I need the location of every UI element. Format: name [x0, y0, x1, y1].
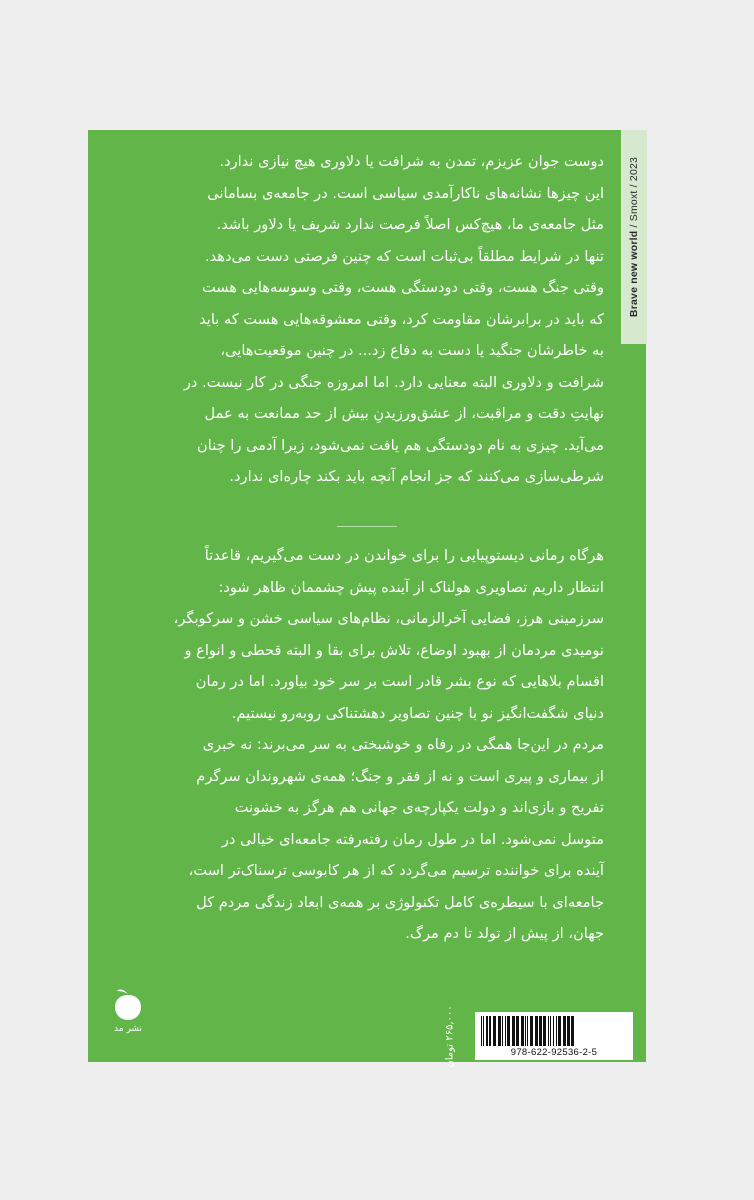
- blurb-line: مثل جامعه‌ی ما، هیچ‌کس اصلاً فرصت ندارد شریف یا دلاور باشد.: [216, 216, 604, 233]
- blurb-line: این چیزها نشانه‌های ناکارآمدی سیاسی است. در جامعه‌ی بسامانی: [207, 184, 604, 202]
- barcode-bar: [505, 1016, 506, 1046]
- blurb-line: نومیدی مردمان از بهبود اوضاع، تلاش برای بقا و البته قحطی و انواع و: [184, 641, 604, 659]
- spine-separator: /: [628, 224, 641, 228]
- barcode-bar: [543, 1016, 546, 1046]
- spine-label: [628, 157, 640, 317]
- price-text: ۲۶۵,۰۰۰ تومان: [444, 1004, 456, 1068]
- blurb-line: دوست جوان عزیزم، تمدن به شرافت یا دلاوری هیچ نیازی ندارد.: [219, 153, 604, 170]
- publisher-name: نشر مد: [114, 1024, 142, 1034]
- spine-author: Smoxt: [628, 190, 641, 222]
- blurb-line: جامعه‌ای با سیطره‌ی کامل تکنولوژی بر همه‌ی ابعاد زندگی مردم کل: [196, 893, 604, 911]
- blurb-line: شرافت و دلاوری البته معنایی دارد. اما امروزه جنگی در کار نیست. در: [183, 373, 604, 391]
- barcode-bar: [563, 1016, 566, 1046]
- publisher-logo-icon: [113, 985, 143, 1021]
- spine-separator: /: [628, 184, 641, 188]
- barcode-bar: [550, 1016, 551, 1046]
- blurb-line: که باید در برابرشان مقاومت کرد، وقتی معشوقه‌هایی هست که باید: [199, 310, 604, 328]
- barcode-bar: [516, 1016, 519, 1046]
- barcode-bar: [535, 1016, 538, 1046]
- barcode-bar: [489, 1016, 491, 1046]
- barcode-bars: [479, 1016, 629, 1046]
- blurb-paragraph-2: [104, 540, 604, 950]
- publisher-logo: [113, 985, 143, 1037]
- section-divider: [337, 526, 397, 527]
- barcode-bar: [498, 1016, 501, 1046]
- barcode-bar: [507, 1016, 510, 1046]
- barcode-bar: [486, 1016, 488, 1046]
- barcode: [475, 1012, 633, 1060]
- blurb-line: تفریح و بازی‌اند و دولت یکپارچه‌ی جهانی هم هرگز به خشونت: [234, 799, 604, 816]
- blurb-line: به خاطرشان جنگید یا دست به دفاع زد... در چنین موقعیت‌هایی،: [220, 342, 604, 359]
- blurb-line: وقتی جنگ هست، وقتی دودستگی هست، وقتی وسوسه‌هایی هست: [201, 279, 604, 296]
- spine-label-tab: [621, 130, 647, 344]
- blurb-line: نهایتِ دقت و مراقبت، از عشق‌ورزیدنِ بیش از حد ممانعت به عمل: [204, 405, 604, 422]
- barcode-bar: [530, 1016, 533, 1046]
- blurb-line: انتظار داریم تصاویری هولناک از آینده پیش چشممان ظاهر شود:: [218, 578, 604, 596]
- blurb-line: مردم در این‌جا همگی در رفاه و خوشبختی به سر می‌برند: نه خبری: [202, 736, 604, 753]
- barcode-bar: [493, 1016, 496, 1046]
- barcode-bar: [571, 1016, 574, 1046]
- barcode-bar: [548, 1016, 549, 1046]
- blurb-line: تنها در شرایط مطلقاً بی‌ثبات است که چنین فرصتی دست می‌دهد.: [205, 247, 604, 265]
- blurb-paragraph-1: [104, 146, 604, 493]
- spine-year: 2023: [628, 156, 641, 182]
- barcode-bar: [525, 1016, 526, 1046]
- blurb-line: دنیای شگفت‌انگیز نو با چنین تصاویر دهشتناکی روبه‌رو نیستیم.: [231, 704, 604, 722]
- blurb-line: آینده برای خواننده ترسیم می‌گردد که از هر کابوسی ترسناک‌تر است،: [188, 862, 604, 879]
- blurb-line: جهان، از پیش از تولد تا دم مرگ.: [405, 925, 604, 942]
- blurb-line: می‌آید. چیزی به نام دودستگی هم یافت نمی‌شود، زیرا آدمی را چنان: [197, 436, 604, 454]
- barcode-bar: [527, 1016, 528, 1046]
- barcode-bar: [553, 1016, 554, 1046]
- price-label: [430, 1004, 470, 1068]
- barcode-bar: [483, 1016, 484, 1046]
- blurb-line: اقسام بلاهایی که نوع بشر قادر است بر سر خود بیاورد. اما در رمان: [195, 673, 604, 690]
- barcode-bar: [502, 1016, 503, 1046]
- blurb-line: از بیماری و پیری است و نه از فقر و جنگ؛ همه‌ی شهروندان سرگرم: [196, 767, 604, 785]
- barcode-bar: [558, 1016, 561, 1046]
- barcode-bar: [556, 1016, 557, 1046]
- barcode-bar: [539, 1016, 542, 1046]
- barcode-bar: [481, 1016, 482, 1046]
- blurb-line: شرطی‌سازی می‌کنند که جز انجام آنچه باید بکند چاره‌ای ندارد.: [229, 468, 604, 485]
- barcode-bar: [521, 1016, 524, 1046]
- blurb-line: سرزمینی هرز، فضایی آخرالزمانی، نظام‌های سیاسی خشن و سرکوبگر،: [173, 610, 604, 627]
- spine-title: Brave new world: [628, 230, 641, 318]
- barcode-bar: [512, 1016, 515, 1046]
- blurb-line: هرگاه رمانی دیستوپیایی را برای خواندن در دست می‌گیریم، قاعدتاً: [204, 547, 604, 564]
- blurb-line: متوسل نمی‌شود. اما در طول رمان رفته‌رفته جامعه‌ای خیالی در: [221, 830, 604, 848]
- isbn-number: 978-622-92536-2-5: [510, 1047, 598, 1058]
- barcode-bar: [567, 1016, 570, 1046]
